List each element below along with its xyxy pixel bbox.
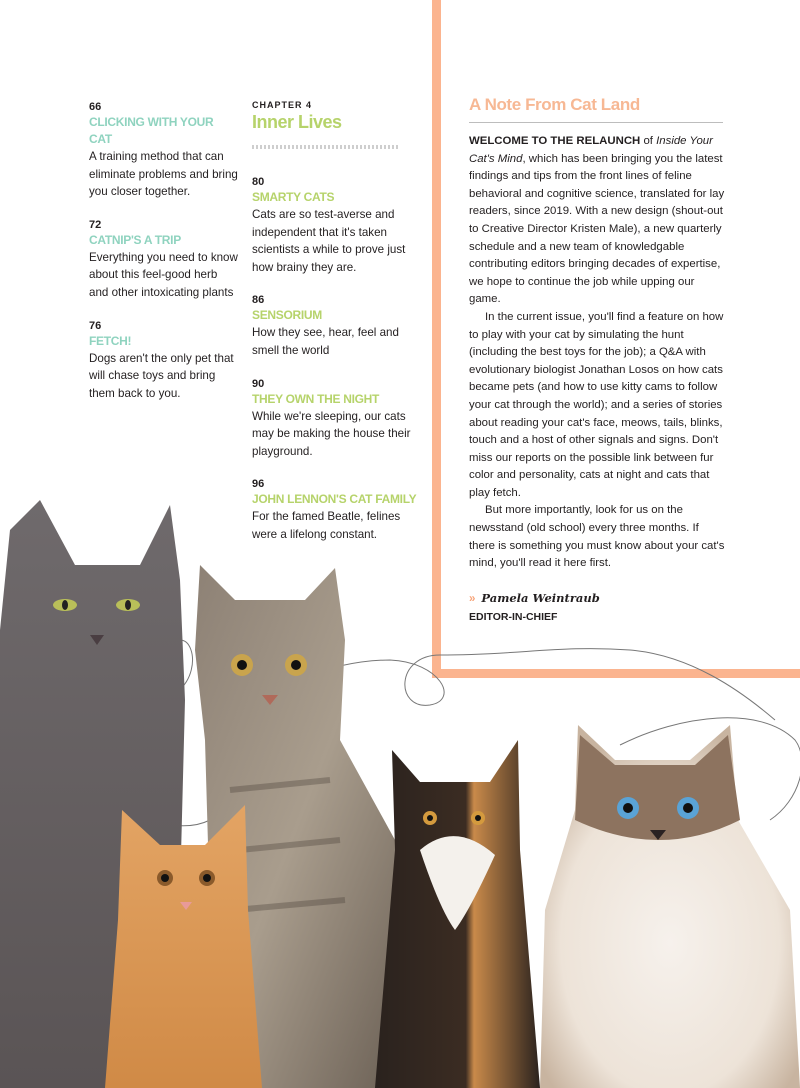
lead-in: WELCOME TO THE RELAUNCH (469, 135, 641, 147)
article-title: SENSORIUM (252, 308, 322, 323)
note-paragraph: In the current issue, you'll find a feature on how to play with your cat by simulating the hunt (including the best toys for the job); a Q&A with evolutionary biologist Jonathan Losos on how cats became pets (and how to use kitty cams to follow your cat through the world); and a series of stories about reading your cat's face, meows, tails, blinks, touch and a host of other signals and signs. Don't miss our reports on the possible link between fur color and personality, cats at night and cats that play fetch. (469, 310, 724, 499)
note-paragraph: But more importantly, look for us on the newsstand (old school) every three months. If there is something you must know about your cat's mind, you'll read it here first. (469, 504, 725, 570)
magazine-title: Inside Your Cat's Mind (469, 135, 713, 165)
note-title: A Note From Cat Land (469, 95, 640, 114)
chapter-label: CHAPTER 4 (252, 100, 313, 110)
toc-entry[interactable] (252, 293, 417, 359)
page-number: 90 (252, 377, 265, 390)
article-description: Cats are so test-averse and independent that it's taken scientists a while to prove just how brainy they are. (252, 208, 406, 274)
article-description: For the famed Beatle, felines were a lifelong constant. (252, 510, 401, 541)
article-description: How they see, hear, feel and smell the world (252, 326, 399, 357)
chevron-right-icon: » (469, 592, 476, 605)
note-paragraph: WELCOME TO THE RELAUNCH of Inside Your Cat's Mind, which has been bringing you the latest findings and tips from the front lines of feline behavioral and cognitive science, translated for lay readers, since 2019. With a new design (shout-out to Creative Director Kristen Male), a new quarterly schedule and a new team of knowledgable contributing editors bringing decades of expertise, we hope to continue the job while upping our game. (469, 135, 725, 306)
page-number: 80 (252, 176, 265, 188)
article-title: JOHN LENNON'S CAT FAMILY (252, 492, 417, 507)
page-number: 86 (252, 294, 265, 307)
article-description: Dogs aren't the only pet that will chase toys and bring them back to you. (89, 351, 234, 400)
page-number: 66 (89, 101, 102, 113)
article-description: While we're sleeping, our cats may be making the house their playground. (252, 409, 411, 458)
toc-column-left (89, 100, 239, 419)
toc-entry[interactable] (89, 319, 239, 403)
ragdoll-cat (540, 725, 800, 1088)
page-number: 96 (252, 478, 265, 491)
article-title: SMARTY CATS (252, 190, 335, 204)
article-title: CATNIP'S A TRIP (89, 232, 181, 247)
signature-name: Pamela Weintraub (481, 590, 600, 605)
signature-role: EDITOR-IN-CHIEF (469, 610, 558, 623)
page-number: 76 (89, 319, 102, 332)
toc-entry[interactable] (89, 218, 239, 302)
chapter-title: Inner Lives (252, 112, 342, 132)
article-title: CLICKING WITH YOUR CAT (89, 115, 214, 146)
toc-entry[interactable] (252, 377, 417, 461)
article-description: Everything you need to know about this feel-good herb and other intoxicating plants (89, 250, 238, 299)
article-title: THEY OWN THE NIGHT (252, 391, 380, 406)
page-number: 72 (89, 218, 102, 231)
article-title: FETCH! (89, 333, 132, 348)
cats-illustration (0, 490, 800, 1088)
wavy-divider (252, 145, 400, 149)
toc-entry[interactable] (252, 175, 417, 276)
note-divider (469, 122, 723, 123)
toc-entry[interactable] (89, 100, 239, 201)
orange-kitten (105, 805, 262, 1088)
cats-photo (0, 490, 800, 1088)
article-description: A training method that can eliminate problems and bring you closer together. (89, 150, 238, 199)
calico-cat (375, 740, 540, 1088)
